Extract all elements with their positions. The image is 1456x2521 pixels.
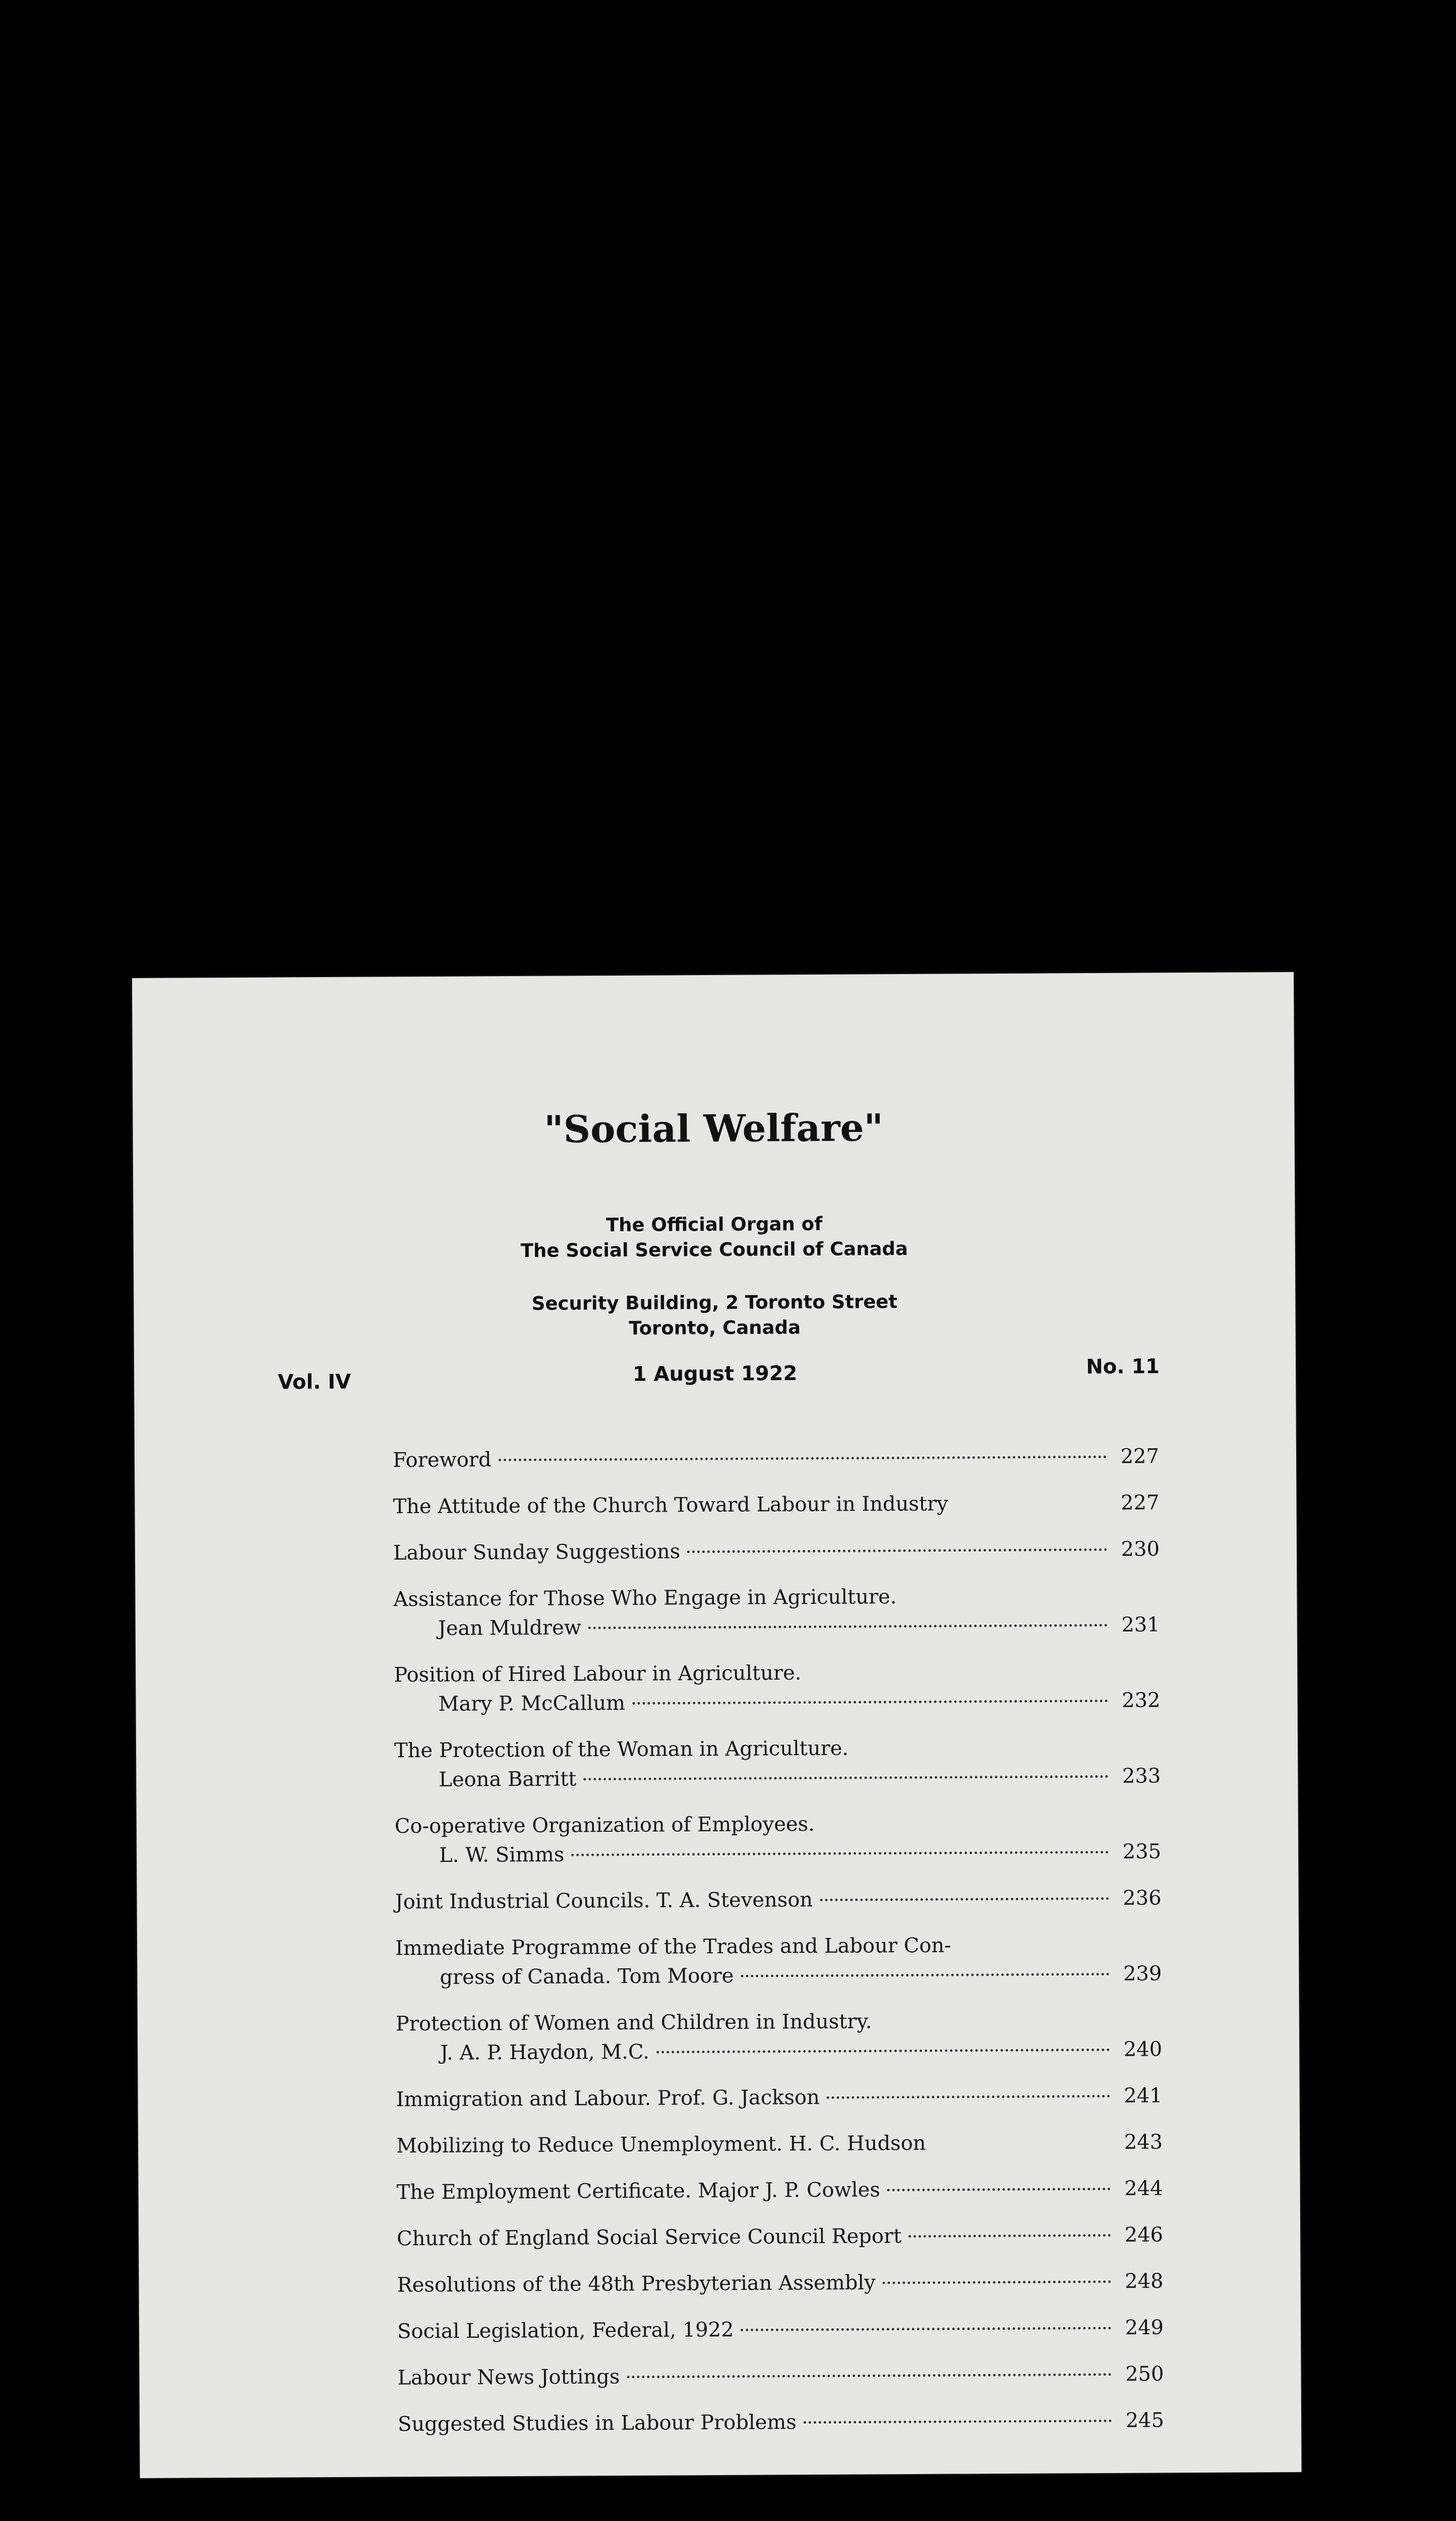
- toc-entry-line: [397, 2313, 1164, 2346]
- toc-entry-line: [397, 2220, 1163, 2253]
- toc-entry-title: The Attitude of the Church Toward Labour in Industry: [393, 1492, 948, 1519]
- toc-entry-title: Assistance for Those Who Engage in Agriculture.: [393, 1585, 897, 1611]
- toc-page-number: 227: [1120, 1445, 1160, 1468]
- toc-page-number: 243: [1124, 2130, 1163, 2154]
- toc-entry-title: Church of England Social Service Council Report: [396, 2225, 902, 2251]
- toc-entry-title: Joint Industrial Councils. T. A. Stevenson: [395, 1888, 813, 1914]
- toc-entry: [393, 1534, 1160, 1568]
- toc-entry-line: [393, 1442, 1159, 1475]
- toc-entry-line: [394, 1732, 1161, 1765]
- toc-entry-title: Mobilizing to Reduce Unemployment. H. C. Hudson: [396, 2131, 926, 2158]
- organ-statement: [133, 1209, 1295, 1266]
- toc-entry-title: Mary P. McCallum: [438, 1691, 626, 1716]
- toc-entry-line: [395, 1959, 1162, 1992]
- address: [134, 1287, 1295, 1344]
- toc-entry: [397, 2266, 1163, 2300]
- toc-entry-line: [396, 2127, 1163, 2160]
- toc-page-number: 227: [1120, 1491, 1160, 1515]
- toc-leader-dots: [933, 2144, 1110, 2145]
- toc-entry-line: [394, 1761, 1161, 1794]
- toc-entry-line: [396, 2034, 1162, 2068]
- toc-entry-title: Labour News Jottings: [397, 2365, 620, 2390]
- toc-page-number: 239: [1123, 1962, 1162, 1986]
- document-page: [132, 972, 1302, 2478]
- toc-leader-dots: [820, 1897, 1109, 1901]
- toc-entry: [393, 1442, 1159, 1475]
- toc-entry: [395, 1808, 1162, 1870]
- toc-entry-line: [395, 1808, 1161, 1841]
- toc-leader-dots: [499, 1456, 1107, 1461]
- publication-title: "Social Welfare": [543, 1106, 884, 1152]
- toc-page-number: 250: [1125, 2362, 1164, 2386]
- toc-entry-title: Immigration and Labour. Prof. G. Jackson: [396, 2085, 820, 2112]
- toc-leader-dots: [632, 1700, 1108, 1705]
- toc-entry-title: gress of Canada. Tom Moore: [440, 1964, 734, 1989]
- table-of-contents: [393, 1442, 1164, 2456]
- toc-entry-line: [397, 2266, 1163, 2300]
- toc-entry-title: Social Legislation, Federal, 1922: [397, 2318, 734, 2344]
- toc-entry-line: [394, 1610, 1160, 1643]
- toc-entry-title: L. W. Simms: [439, 1843, 565, 1867]
- toc-entry-title: Immediate Programme of the Trades and Labour Con-: [395, 1934, 951, 1960]
- toc-entry: [394, 1656, 1161, 1719]
- toc-page-number: 249: [1125, 2316, 1164, 2339]
- toc-entry: [396, 2127, 1163, 2160]
- toc-entry: [397, 2313, 1164, 2346]
- toc-leader-dots: [687, 1548, 1107, 1553]
- address-line-2: Toronto, Canada: [629, 1316, 801, 1339]
- toc-entry-line: [395, 1930, 1162, 1963]
- toc-leader-dots: [883, 2280, 1111, 2284]
- toc-page-number: 230: [1121, 1537, 1160, 1561]
- toc-entry-title: Position of Hired Labour in Agriculture.: [394, 1661, 802, 1687]
- toc-entry-title: Suggested Studies in Labour Problems: [397, 2411, 797, 2436]
- toc-entry-line: [395, 1837, 1161, 1870]
- address-line-1: Security Building, 2 Toronto Street: [531, 1291, 898, 1314]
- toc-leader-dots: [627, 2373, 1111, 2378]
- toc-entry-line: [393, 1581, 1160, 1614]
- toc-entry-title: Resolutions of the 48th Presbyterian Assembly: [397, 2271, 876, 2297]
- toc-entry: [393, 1581, 1160, 1643]
- toc-entry: [396, 2174, 1163, 2207]
- issue-number: No. 11: [1086, 1355, 1160, 1379]
- toc-leader-dots: [908, 2234, 1111, 2238]
- toc-page-number: 246: [1124, 2223, 1164, 2247]
- toc-entry-line: [394, 1686, 1160, 1719]
- toc-entry-line: [396, 2174, 1163, 2207]
- toc-entry-line: [394, 1656, 1160, 1690]
- toc-entry: [397, 2359, 1164, 2392]
- organ-line-2: The Social Service Council of Canada: [520, 1237, 908, 1262]
- toc-entry-title: Foreword: [392, 1448, 492, 1472]
- toc-entry-title: The Protection of the Woman in Agriculture.: [394, 1736, 849, 1763]
- toc-entry-title: Co-operative Organization of Employees.: [394, 1812, 815, 1838]
- toc-page-number: 232: [1122, 1689, 1161, 1712]
- toc-page-number: 241: [1124, 2084, 1163, 2108]
- toc-entry-line: [398, 2406, 1164, 2439]
- toc-entry-title: Labour Sunday Suggestions: [393, 1540, 681, 1565]
- toc-leader-dots: [827, 2095, 1110, 2099]
- toc-leader-dots: [656, 2049, 1110, 2054]
- toc-page-number: 245: [1125, 2409, 1165, 2432]
- toc-entry: [395, 1930, 1162, 1992]
- toc-entry: [398, 2406, 1164, 2439]
- toc-entry: [395, 1883, 1161, 1916]
- toc-entry-title: J. A. P. Haydon, M.C.: [440, 2040, 649, 2065]
- toc-leader-dots: [588, 1624, 1108, 1629]
- toc-entry-title: Protection of Women and Children in Industry.: [395, 2010, 872, 2036]
- volume-label: Vol. IV: [278, 1370, 351, 1394]
- toc-page-number: 236: [1123, 1886, 1162, 1910]
- toc-entry-title: Jean Muldrew: [438, 1616, 582, 1640]
- toc-entry-line: [396, 2081, 1163, 2114]
- toc-entry-line: [393, 1488, 1159, 1521]
- toc-entry: [396, 2005, 1163, 2068]
- toc-leader-dots: [955, 1505, 1107, 1506]
- organ-line-1: The Official Organ of: [605, 1213, 823, 1236]
- toc-leader-dots: [741, 1973, 1109, 1977]
- toc-page-number: 231: [1121, 1613, 1160, 1637]
- toc-page-number: 233: [1122, 1764, 1161, 1788]
- toc-entry: [396, 2081, 1163, 2114]
- toc-leader-dots: [571, 1851, 1109, 1856]
- toc-page-number: 244: [1124, 2177, 1163, 2200]
- toc-leader-dots: [583, 1775, 1108, 1780]
- toc-leader-dots: [804, 2420, 1112, 2424]
- toc-leader-dots: [887, 2188, 1111, 2191]
- toc-entry-title: The Employment Certificate. Major J. P. Cowles: [396, 2178, 880, 2204]
- issue-date: 1 August 1922: [632, 1362, 798, 1386]
- toc-page-number: 240: [1123, 2037, 1163, 2061]
- toc-page-number: 248: [1125, 2269, 1164, 2293]
- toc-page-number: 235: [1122, 1840, 1162, 1864]
- toc-entry-line: [396, 2005, 1162, 2038]
- toc-entry: [394, 1732, 1161, 1794]
- toc-entry-line: [395, 1883, 1161, 1916]
- toc-entry-title: Leona Barritt: [439, 1767, 577, 1791]
- toc-leader-dots: [741, 2327, 1112, 2331]
- toc-entry-line: [397, 2359, 1164, 2392]
- toc-entry: [397, 2220, 1163, 2253]
- toc-entry-line: [393, 1534, 1160, 1568]
- toc-entry: [393, 1488, 1159, 1521]
